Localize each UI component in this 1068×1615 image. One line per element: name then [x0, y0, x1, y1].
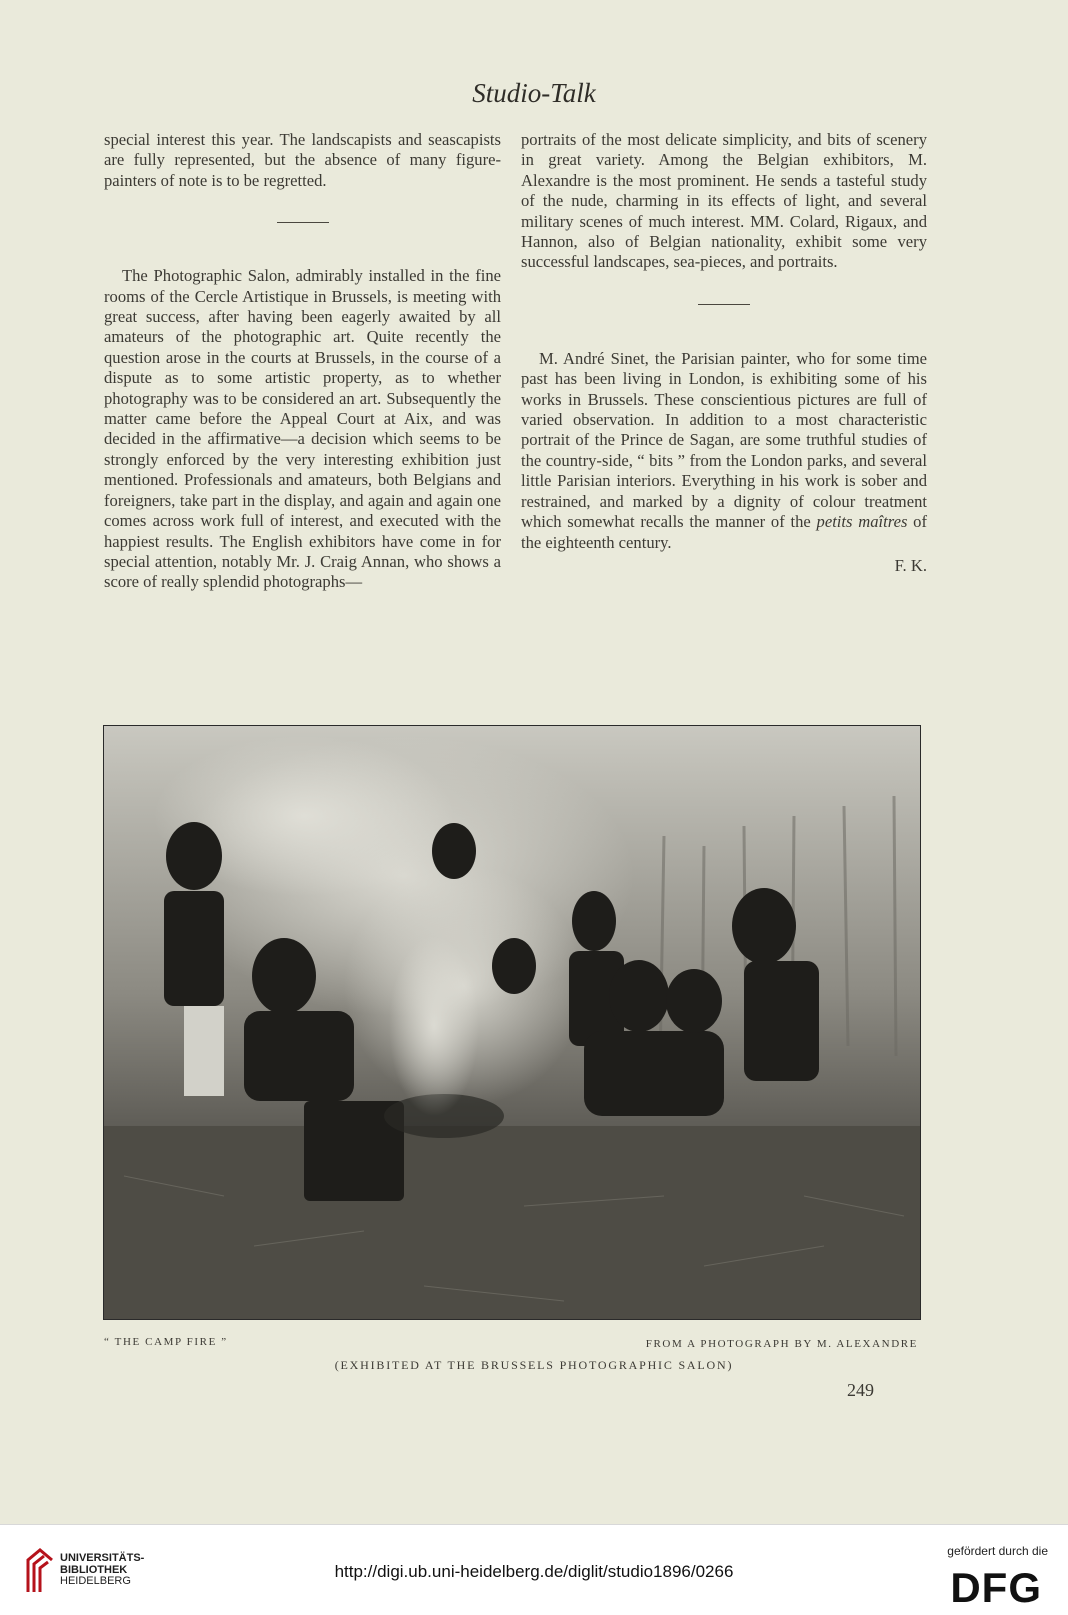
dfg-logo: DFG — [950, 1564, 1042, 1611]
sinet-text: M. André Sinet, the Parisian painter, who for some time past has been living in London, is exhibiting some of his works in Brussels. These conscientious pictures are full of varied observation. In addition to a most characteristic portrait of the Prince de Sagan, are some truthful studies of the country-side, “ bits ” from the London parks, and several little Parisian interiors. Everything in his work is sober and restrained, and marked by a dignity of colour treatment which somewhat recalls the manner of the — [521, 348, 927, 532]
right-column — [521, 130, 927, 576]
left-column — [104, 130, 501, 593]
intro-paragraph: special interest this year. The landscapists and seascapists are fully represented, but the absence of many figure-painters of note is to be regretted. — [104, 130, 501, 190]
page-title: Studio-Talk — [472, 78, 596, 108]
sinet-text-end: of the eighteenth century. — [521, 512, 927, 552]
source-url-link[interactable]: http://digi.ub.uni-heidelberg.de/diglit/studio1896/0266 — [334, 1562, 734, 1581]
footer-bar — [0, 1524, 1068, 1615]
library-name-line3: HEIDELBERG — [60, 1575, 131, 1587]
italic-term: petits maîtres — [816, 512, 908, 532]
figure-title: “ THE CAMP FIRE ” — [104, 1336, 228, 1348]
page-number: 249 — [847, 1380, 874, 1400]
sinet-paragraph — [521, 349, 927, 553]
continuation-paragraph: portraits of the most delicate simplicity, and bits of scenery in great variety. Among the Belgian exhibitors, M. Alexandre is the most prominent. He sends a tasteful study of the nude, charming in its effects of light, and several military scenes of much interest. MM. Colard, Rigaux, and Hannon, also of Belgian nationality, exhibit some very successful landscapes, sea-pieces, and portraits. — [521, 130, 927, 272]
footer-divider — [0, 1524, 1068, 1525]
photograph-illustration — [104, 726, 920, 1319]
section-divider — [277, 222, 329, 223]
figure-credit: FROM A PHOTOGRAPH BY M. ALEXANDRE — [645, 1338, 918, 1350]
section-divider — [698, 304, 750, 305]
library-name-line1: UNIVERSITÄTS- — [60, 1552, 145, 1564]
figure-note: (EXHIBITED AT THE BRUSSELS PHOTOGRAPHIC SALON) — [334, 1358, 734, 1372]
funder-note: gefördert durch die — [947, 1544, 1048, 1558]
camp-fire-photograph — [103, 725, 921, 1320]
library-name-line2: BIBLIOTHEK — [60, 1563, 128, 1576]
author-signature: F. K. — [894, 555, 927, 575]
salon-paragraph: The Photographic Salon, admirably installed in the fine rooms of the Cercle Artistique in Brussels, is meeting with great success, after having been eagerly awaited by all amateurs of the photographic art. Quite recently the question arose in the courts at Brussels, in the course of a dispute as to some artistic property, as to whether photography was to be considered an art. Subsequently the matter came before the Appeal Court at Aix, and was decided in the affirmative—a decision which seems to be strongly enforced by the very interesting exhibition just mentioned. Professionals and amateurs, both Belgians and foreigners, take part in the display, and again and again one comes across work full of interest, and executed with the happiest results. The English exhibitors have come in for special attention, notably Mr. J. Craig Annan, who shows a score of really splendid photographs— — [104, 266, 501, 592]
